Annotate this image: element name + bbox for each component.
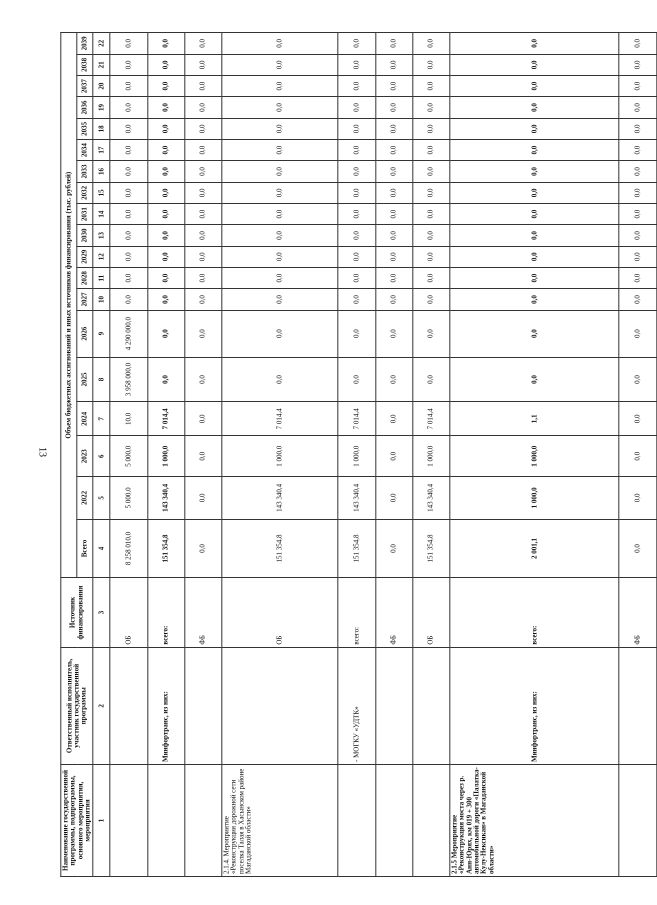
year-value-cell: 0,0 xyxy=(375,139,412,160)
year-value-cell: 1 000,0 xyxy=(450,477,619,520)
measure-name-cell xyxy=(375,765,412,877)
year-value-cell: 0,0 xyxy=(450,246,619,267)
year-value-cell: 0,0 xyxy=(185,118,222,139)
year-value-cell: 0,0 xyxy=(185,436,222,477)
year-value-cell: 7 014,4 xyxy=(413,402,450,436)
year-value-cell: 0,0 xyxy=(185,402,222,436)
year-value-cell: 0,0 xyxy=(338,139,375,160)
table-row xyxy=(222,33,338,877)
year-value-cell: 1 000,0 xyxy=(222,436,338,477)
year-value-cell: 0,0 xyxy=(619,477,656,520)
year-value-cell: 1 000,0 xyxy=(450,436,619,477)
year-value-cell: 0,0 xyxy=(185,357,222,402)
column-number: 9 xyxy=(93,310,110,357)
table-row xyxy=(338,33,375,877)
year-value-cell: 0,0 xyxy=(222,139,338,160)
source-cell: ФБ xyxy=(375,578,412,647)
year-value-cell: 0,0 xyxy=(147,76,184,97)
year-value-cell: 0,0 xyxy=(450,310,619,357)
year-value-cell: 0,0 xyxy=(147,139,184,160)
total-cell: 0,0 xyxy=(375,519,412,578)
year-value-cell: 0,0 xyxy=(222,118,338,139)
header-year: 2036 xyxy=(77,97,93,118)
table-row xyxy=(450,33,619,877)
source-cell: ФБ xyxy=(185,578,222,647)
year-value-cell: 0,0 xyxy=(147,289,184,310)
year-value-cell: 143 340,4 xyxy=(413,477,450,520)
total-cell: 0,0 xyxy=(619,519,656,578)
year-value-cell: 0,0 xyxy=(222,54,338,75)
year-value-cell: 0,0 xyxy=(147,225,184,246)
year-value-cell: 0,0 xyxy=(375,161,412,182)
year-value-cell: 0,0 xyxy=(619,182,656,203)
table-row xyxy=(110,33,147,877)
year-value-cell: 1 000,0 xyxy=(338,436,375,477)
year-value-cell: 0,0 xyxy=(338,97,375,118)
year-value-cell: 0,0 xyxy=(147,310,184,357)
year-value-cell: 0,0 xyxy=(413,118,450,139)
header-year: 2038 xyxy=(77,54,93,75)
header-year: 2023 xyxy=(77,436,93,477)
year-value-cell: 0,0 xyxy=(185,33,222,55)
year-value-cell: 143 340,4 xyxy=(147,477,184,520)
header-total: Всего xyxy=(77,519,93,578)
year-value-cell: 4 290 000,0 xyxy=(110,310,147,357)
column-number: 21 xyxy=(93,54,110,75)
year-value-cell: 0,0 xyxy=(450,97,619,118)
year-value-cell: 0,0 xyxy=(147,357,184,402)
year-value-cell: 0,0 xyxy=(185,246,222,267)
year-value-cell: 0,0 xyxy=(450,76,619,97)
budget-table xyxy=(60,32,657,877)
year-value-cell: 0,0 xyxy=(185,267,222,288)
year-value-cell: 0,0 xyxy=(413,246,450,267)
header-year: 2024 xyxy=(77,402,93,436)
column-number: 22 xyxy=(93,33,110,55)
year-value-cell: 0,0 xyxy=(450,139,619,160)
year-value-cell: 0,0 xyxy=(185,310,222,357)
year-value-cell: 0,0 xyxy=(619,225,656,246)
year-value-cell: 0,0 xyxy=(619,289,656,310)
year-value-cell: 0,0 xyxy=(375,225,412,246)
year-value-cell: 0,0 xyxy=(413,357,450,402)
measure-name-cell xyxy=(619,765,656,877)
year-value-cell: 10,0 xyxy=(110,402,147,436)
year-value-cell: 0,0 xyxy=(375,33,412,55)
executor-cell: Минфортранс, из них: xyxy=(147,647,184,764)
measure-name-cell xyxy=(338,765,375,877)
year-value-cell: 0,0 xyxy=(338,54,375,75)
year-value-cell: 0,0 xyxy=(375,97,412,118)
year-value-cell: 7 014,4 xyxy=(338,402,375,436)
year-value-cell: 0,0 xyxy=(413,225,450,246)
total-cell: 0,0 xyxy=(185,519,222,578)
year-value-cell: 0,0 xyxy=(619,203,656,224)
year-value-cell: 0,0 xyxy=(185,477,222,520)
year-value-cell: 0,0 xyxy=(110,161,147,182)
year-value-cell: 0,0 xyxy=(619,402,656,436)
year-value-cell: 0,0 xyxy=(450,182,619,203)
header-year: 2027 xyxy=(77,289,93,310)
year-value-cell: 0,0 xyxy=(619,97,656,118)
year-value-cell: 0,0 xyxy=(338,310,375,357)
column-number: 3 xyxy=(93,578,110,647)
year-value-cell: 1 000,0 xyxy=(147,436,184,477)
header-volume-group: Объем бюджетных ассигнований и иных источников финансирования (тыс. рублей) xyxy=(61,33,77,578)
column-number: 4 xyxy=(93,519,110,578)
year-value-cell: 1,1 xyxy=(450,402,619,436)
total-cell: 8 258 010,0 xyxy=(110,519,147,578)
year-value-cell: 0,0 xyxy=(222,76,338,97)
column-number: 12 xyxy=(93,246,110,267)
year-value-cell: 0,0 xyxy=(375,477,412,520)
measure-name-cell xyxy=(185,765,222,877)
year-value-cell: 0,0 xyxy=(619,76,656,97)
year-value-cell: 0,0 xyxy=(147,203,184,224)
year-value-cell: 0,0 xyxy=(619,310,656,357)
year-value-cell: 0,0 xyxy=(375,182,412,203)
year-value-cell: 0,0 xyxy=(185,139,222,160)
executor-cell xyxy=(185,647,222,764)
year-value-cell: 0,0 xyxy=(222,225,338,246)
measure-name-cell xyxy=(110,765,147,877)
header-year: 2034 xyxy=(77,139,93,160)
year-value-cell: 0,0 xyxy=(110,267,147,288)
source-cell: ОБ xyxy=(222,578,338,647)
year-value-cell: 0,0 xyxy=(147,161,184,182)
header-year: 2022 xyxy=(77,477,93,520)
year-value-cell: 0,0 xyxy=(619,246,656,267)
year-value-cell: 0,0 xyxy=(185,289,222,310)
year-value-cell: 0,0 xyxy=(147,118,184,139)
year-value-cell: 0,0 xyxy=(338,76,375,97)
year-value-cell: 0,0 xyxy=(375,310,412,357)
year-value-cell: 0,0 xyxy=(147,246,184,267)
header-year: 2029 xyxy=(77,246,93,267)
source-cell: всего: xyxy=(450,578,619,647)
column-number: 19 xyxy=(93,97,110,118)
year-value-cell: 7 014,4 xyxy=(222,402,338,436)
year-value-cell: 0,0 xyxy=(450,225,619,246)
year-value-cell: 0,0 xyxy=(185,225,222,246)
year-value-cell: 0,0 xyxy=(222,357,338,402)
total-cell: 151 354,8 xyxy=(413,519,450,578)
year-value-cell: 0,0 xyxy=(185,161,222,182)
year-value-cell: 0,0 xyxy=(222,289,338,310)
year-value-cell: 0,0 xyxy=(413,161,450,182)
year-value-cell: 0,0 xyxy=(338,203,375,224)
column-number: 5 xyxy=(93,477,110,520)
year-value-cell: 0,0 xyxy=(375,54,412,75)
year-value-cell: 0,0 xyxy=(450,118,619,139)
year-value-cell: 0,0 xyxy=(413,310,450,357)
header-year: 2037 xyxy=(77,76,93,97)
executor-cell xyxy=(375,647,412,764)
year-value-cell: 0,0 xyxy=(185,182,222,203)
year-value-cell: 0,0 xyxy=(619,118,656,139)
column-number: 15 xyxy=(93,182,110,203)
year-value-cell: 0,0 xyxy=(338,182,375,203)
year-value-cell: 0,0 xyxy=(413,182,450,203)
measure-name-cell: 2.1.4. Мероприятие «Реконструкция дорожной сети поселка Талая в Хасынском районе Магаданской области» xyxy=(222,765,338,877)
year-value-cell: 3 958 000,0 xyxy=(110,357,147,402)
column-number: 11 xyxy=(93,267,110,288)
source-cell: ОБ xyxy=(110,578,147,647)
year-value-cell: 0,0 xyxy=(338,118,375,139)
year-value-cell: 0,0 xyxy=(222,182,338,203)
measure-name-cell xyxy=(413,765,450,877)
year-value-cell: 5 000,0 xyxy=(110,436,147,477)
year-value-cell: 0,0 xyxy=(222,33,338,55)
executor-cell xyxy=(110,647,147,764)
year-value-cell: 0,0 xyxy=(338,225,375,246)
year-value-cell: 0,0 xyxy=(147,97,184,118)
year-value-cell: 0,0 xyxy=(619,357,656,402)
column-number: 20 xyxy=(93,76,110,97)
year-value-cell: 0,0 xyxy=(413,54,450,75)
year-value-cell: 0,0 xyxy=(110,118,147,139)
year-value-cell: 0,0 xyxy=(110,289,147,310)
column-number: 13 xyxy=(93,225,110,246)
year-value-cell: 0,0 xyxy=(375,402,412,436)
total-cell: 151 354,8 xyxy=(222,519,338,578)
year-value-cell: 0,0 xyxy=(375,436,412,477)
source-cell: ФБ xyxy=(619,578,656,647)
year-value-cell: 0,0 xyxy=(110,203,147,224)
year-value-cell: 0,0 xyxy=(619,139,656,160)
year-value-cell: 0,0 xyxy=(375,246,412,267)
year-value-cell: 0,0 xyxy=(185,54,222,75)
year-value-cell: 0,0 xyxy=(413,203,450,224)
executor-cell xyxy=(413,647,450,764)
year-value-cell: 0,0 xyxy=(110,139,147,160)
year-value-cell: 0,0 xyxy=(450,289,619,310)
header-year: 2025 xyxy=(77,357,93,402)
year-value-cell: 0,0 xyxy=(222,310,338,357)
year-value-cell: 0,0 xyxy=(185,76,222,97)
year-value-cell: 0,0 xyxy=(147,182,184,203)
year-value-cell: 0,0 xyxy=(413,97,450,118)
year-value-cell: 0,0 xyxy=(413,267,450,288)
year-value-cell: 0,0 xyxy=(147,54,184,75)
table-row xyxy=(147,33,184,877)
year-value-cell: 0,0 xyxy=(222,267,338,288)
total-cell: 151 354,8 xyxy=(338,519,375,578)
column-number: 1 xyxy=(93,765,110,877)
year-value-cell: 5 000,0 xyxy=(110,477,147,520)
column-number: 7 xyxy=(93,402,110,436)
header-year: 2028 xyxy=(77,267,93,288)
year-value-cell: 0,0 xyxy=(338,357,375,402)
header-name: Наименование государственной программы, подпрограммы, основного мероприятия, мероприятия xyxy=(61,765,93,877)
year-value-cell: 0,0 xyxy=(375,357,412,402)
year-value-cell: 0,0 xyxy=(110,182,147,203)
table-row xyxy=(619,33,656,877)
year-value-cell: 0,0 xyxy=(450,267,619,288)
year-value-cell: 0,0 xyxy=(110,54,147,75)
column-number: 8 xyxy=(93,357,110,402)
year-value-cell: 143 340,4 xyxy=(222,477,338,520)
column-number: 16 xyxy=(93,161,110,182)
executor-cell: - МОГКУ «УДТК» xyxy=(338,647,375,764)
year-value-cell: 0,0 xyxy=(147,33,184,55)
executor-cell xyxy=(619,647,656,764)
year-value-cell: 0,0 xyxy=(147,267,184,288)
year-value-cell: 0,0 xyxy=(338,289,375,310)
header-year: 2039 xyxy=(77,33,93,55)
year-value-cell: 0,0 xyxy=(222,203,338,224)
year-value-cell: 0,0 xyxy=(375,267,412,288)
year-value-cell: 0,0 xyxy=(450,161,619,182)
source-cell: всего: xyxy=(147,578,184,647)
year-value-cell: 0,0 xyxy=(222,97,338,118)
header-year: 2035 xyxy=(77,118,93,139)
year-value-cell: 0,0 xyxy=(338,246,375,267)
year-value-cell: 7 014,4 xyxy=(147,402,184,436)
column-number: 18 xyxy=(93,118,110,139)
year-value-cell: 0,0 xyxy=(222,246,338,267)
measure-name-cell: 2.1.5 Мероприятие «Реконструкция моста через р. Анн-Юрях, км 019 + 300 автомобильной дороги «Палатка-Кулу-Нексикан» в Магаданской области» xyxy=(450,765,619,877)
year-value-cell: 0,0 xyxy=(375,118,412,139)
year-value-cell: 0,0 xyxy=(619,161,656,182)
year-value-cell: 1 000,0 xyxy=(413,436,450,477)
year-value-cell: 0,0 xyxy=(185,203,222,224)
column-number: 17 xyxy=(93,139,110,160)
year-value-cell: 0,0 xyxy=(222,161,338,182)
year-value-cell: 0,0 xyxy=(375,289,412,310)
year-value-cell: 0,0 xyxy=(110,76,147,97)
year-value-cell: 0,0 xyxy=(450,357,619,402)
year-value-cell: 0,0 xyxy=(619,436,656,477)
year-value-cell: 0,0 xyxy=(338,161,375,182)
column-number: 6 xyxy=(93,436,110,477)
year-value-cell: 0,0 xyxy=(413,33,450,55)
source-cell: ОБ xyxy=(413,578,450,647)
executor-cell xyxy=(222,647,338,764)
rotated-page xyxy=(0,32,642,874)
year-value-cell: 0,0 xyxy=(375,76,412,97)
column-number: 10 xyxy=(93,289,110,310)
year-value-cell: 0,0 xyxy=(619,33,656,55)
table-row xyxy=(413,33,450,877)
year-value-cell: 0,0 xyxy=(619,54,656,75)
executor-cell: Минфортранс, из них: xyxy=(450,647,619,764)
year-value-cell: 0,0 xyxy=(338,267,375,288)
year-value-cell: 0,0 xyxy=(413,289,450,310)
header-year: 2031 xyxy=(77,203,93,224)
table-row xyxy=(375,33,412,877)
year-value-cell: 0,0 xyxy=(110,246,147,267)
table-row xyxy=(185,33,222,877)
year-value-cell: 0,0 xyxy=(450,54,619,75)
column-number: 14 xyxy=(93,203,110,224)
header-year: 2033 xyxy=(77,161,93,182)
year-value-cell: 0,0 xyxy=(110,97,147,118)
year-value-cell: 0,0 xyxy=(110,225,147,246)
measure-name-cell xyxy=(147,765,184,877)
total-cell: 151 354,8 xyxy=(147,519,184,578)
year-value-cell: 0,0 xyxy=(185,97,222,118)
header-year: 2032 xyxy=(77,182,93,203)
year-value-cell: 0,0 xyxy=(338,33,375,55)
year-value-cell: 0,0 xyxy=(450,203,619,224)
year-value-cell: 0,0 xyxy=(110,33,147,55)
year-value-cell: 0,0 xyxy=(413,76,450,97)
year-value-cell: 143 340,4 xyxy=(338,477,375,520)
header-year: 2026 xyxy=(77,310,93,357)
year-value-cell: 0,0 xyxy=(413,139,450,160)
column-number: 2 xyxy=(93,647,110,764)
year-value-cell: 0,0 xyxy=(450,33,619,55)
total-cell: 2 001,1 xyxy=(450,519,619,578)
header-year: 2030 xyxy=(77,225,93,246)
year-value-cell: 0,0 xyxy=(619,267,656,288)
source-cell: всего: xyxy=(338,578,375,647)
year-value-cell: 0,0 xyxy=(375,203,412,224)
page-number: 13 xyxy=(36,447,48,457)
header-source: Источник финансирования xyxy=(61,578,93,647)
header-executor: Ответственный исполнитель, участник государственной программы xyxy=(61,647,93,764)
